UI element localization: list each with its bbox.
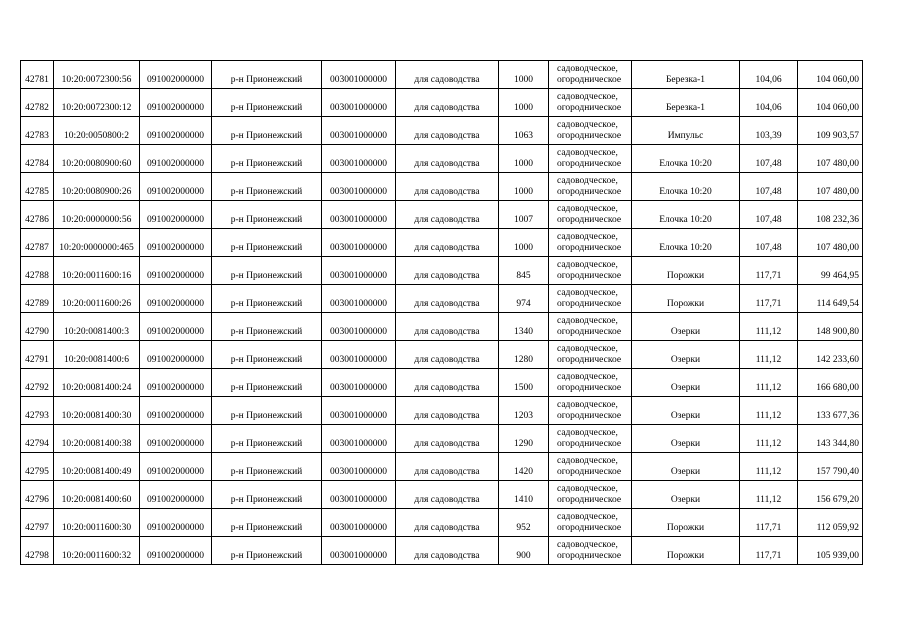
purpose-cell [549,313,632,341]
area-cell: 1500 [499,369,549,397]
cadastral-value-cell: 107 480,00 [798,145,863,173]
specific-value-cell: 111,12 [740,481,798,509]
cadastral-number-cell: 10:20:0081400:60 [54,481,140,509]
specific-value-cell: 104,06 [740,61,798,89]
purpose-line-2: огородническое [557,242,622,253]
purpose-line-1: садоводческое, [557,455,618,466]
table-row [21,285,863,313]
table-row [21,61,863,89]
purpose-cell [549,89,632,117]
settlement-name-cell: Озерки [632,341,740,369]
okato-code-cell: 091002000000 [140,257,212,285]
okato-code-cell: 091002000000 [140,89,212,117]
specific-value-cell: 111,12 [740,425,798,453]
specific-value-cell: 111,12 [740,397,798,425]
specific-value-cell: 111,12 [740,313,798,341]
cadastral-number-cell: 10:20:0080900:26 [54,173,140,201]
specific-value-cell: 111,12 [740,369,798,397]
table-row [21,173,863,201]
specific-value-cell: 107,48 [740,229,798,257]
purpose-line-1: садоводческое, [557,91,618,102]
cadastral-value-cell: 108 232,36 [798,201,863,229]
land-code-cell: 003001000000 [322,173,396,201]
land-code-cell: 003001000000 [322,61,396,89]
permitted-use-cell: для садоводства [396,341,499,369]
purpose-line-1: садоводческое, [557,483,618,494]
district-cell: р-н Прионежский [212,173,322,201]
area-cell: 1063 [499,117,549,145]
okato-code-cell: 091002000000 [140,61,212,89]
permitted-use-cell: для садоводства [396,285,499,313]
purpose-line-2: огородническое [557,550,622,561]
area-cell: 1007 [499,201,549,229]
permitted-use-cell: для садоводства [396,173,499,201]
settlement-name-cell: Елочка 10:20 [632,201,740,229]
land-code-cell: 003001000000 [322,89,396,117]
purpose-line-2: огородническое [557,354,622,365]
land-code-cell: 003001000000 [322,481,396,509]
land-code-cell: 003001000000 [322,285,396,313]
settlement-name-cell: Порожки [632,537,740,565]
cadastral-value-cell: 112 059,92 [798,509,863,537]
permitted-use-cell: для садоводства [396,425,499,453]
purpose-cell [549,453,632,481]
specific-value-cell: 117,71 [740,285,798,313]
district-cell: р-н Прионежский [212,61,322,89]
land-code-cell: 003001000000 [322,313,396,341]
table-row [21,369,863,397]
purpose-cell [549,397,632,425]
table-row [21,481,863,509]
purpose-line-2: огородническое [557,130,622,141]
permitted-use-cell: для садоводства [396,509,499,537]
purpose-cell [549,285,632,313]
area-cell: 1000 [499,89,549,117]
okato-code-cell: 091002000000 [140,537,212,565]
cadastral-number-cell: 10:20:0080900:60 [54,145,140,173]
table-row [21,397,863,425]
purpose-line-2: огородническое [557,214,622,225]
okato-code-cell: 091002000000 [140,481,212,509]
purpose-line-1: садоводческое, [557,287,618,298]
district-cell: р-н Прионежский [212,89,322,117]
purpose-line-2: огородническое [557,466,622,477]
permitted-use-cell: для садоводства [396,481,499,509]
purpose-line-1: садоводческое, [557,427,618,438]
specific-value-cell: 117,71 [740,509,798,537]
purpose-line-2: огородническое [557,410,622,421]
settlement-name-cell: Озерки [632,453,740,481]
purpose-line-1: садоводческое, [557,259,618,270]
land-code-cell: 003001000000 [322,341,396,369]
okato-code-cell: 091002000000 [140,285,212,313]
settlement-name-cell: Березка-1 [632,89,740,117]
settlement-name-cell: Озерки [632,425,740,453]
table-row [21,145,863,173]
district-cell: р-н Прионежский [212,285,322,313]
purpose-line-2: огородническое [557,158,622,169]
cadastral-number-cell: 10:20:0011600:32 [54,537,140,565]
cadastral-value-cell: 109 903,57 [798,117,863,145]
purpose-line-1: садоводческое, [557,175,618,186]
cadastral-number-cell: 10:20:0081400:3 [54,313,140,341]
purpose-cell [549,369,632,397]
row-number-cell: 42788 [21,257,54,285]
purpose-cell [549,173,632,201]
purpose-cell [549,537,632,565]
area-cell: 1203 [499,397,549,425]
cadastral-number-cell: 10:20:0081400:30 [54,397,140,425]
area-cell: 974 [499,285,549,313]
area-cell: 845 [499,257,549,285]
row-number-cell: 42792 [21,369,54,397]
area-cell: 1000 [499,229,549,257]
land-code-cell: 003001000000 [322,397,396,425]
cadastral-value-cell: 107 480,00 [798,173,863,201]
table-row [21,257,863,285]
cadastral-value-cell: 143 344,80 [798,425,863,453]
area-cell: 1000 [499,145,549,173]
cadastral-value-cell: 99 464,95 [798,257,863,285]
permitted-use-cell: для садоводства [396,145,499,173]
settlement-name-cell: Импульс [632,117,740,145]
cadastral-value-cell: 114 649,54 [798,285,863,313]
cadastral-value-cell: 133 677,36 [798,397,863,425]
permitted-use-cell: для садоводства [396,61,499,89]
land-plots-table [20,60,863,565]
cadastral-number-cell: 10:20:0050800:2 [54,117,140,145]
purpose-line-1: садоводческое, [557,63,618,74]
purpose-cell [549,257,632,285]
cadastral-value-cell: 157 790,40 [798,453,863,481]
row-number-cell: 42781 [21,61,54,89]
cadastral-number-cell: 10:20:0011600:16 [54,257,140,285]
district-cell: р-н Прионежский [212,117,322,145]
permitted-use-cell: для садоводства [396,257,499,285]
table-row [21,425,863,453]
okato-code-cell: 091002000000 [140,229,212,257]
cadastral-number-cell: 10:20:0081400:6 [54,341,140,369]
row-number-cell: 42794 [21,425,54,453]
land-code-cell: 003001000000 [322,369,396,397]
cadastral-value-cell: 104 060,00 [798,89,863,117]
purpose-line-1: садоводческое, [557,399,618,410]
cadastral-number-cell: 10:20:0081400:38 [54,425,140,453]
land-code-cell: 003001000000 [322,453,396,481]
permitted-use-cell: для садоводства [396,453,499,481]
cadastral-value-cell: 142 233,60 [798,341,863,369]
settlement-name-cell: Елочка 10:20 [632,229,740,257]
row-number-cell: 42798 [21,537,54,565]
settlement-name-cell: Березка-1 [632,61,740,89]
okato-code-cell: 091002000000 [140,509,212,537]
purpose-line-1: садоводческое, [557,203,618,214]
purpose-cell [549,201,632,229]
row-number-cell: 42796 [21,481,54,509]
area-cell: 952 [499,509,549,537]
settlement-name-cell: Елочка 10:20 [632,145,740,173]
district-cell: р-н Прионежский [212,145,322,173]
purpose-line-2: огородническое [557,186,622,197]
row-number-cell: 42793 [21,397,54,425]
row-number-cell: 42787 [21,229,54,257]
district-cell: р-н Прионежский [212,537,322,565]
okato-code-cell: 091002000000 [140,201,212,229]
purpose-line-2: огородническое [557,382,622,393]
district-cell: р-н Прионежский [212,425,322,453]
cadastral-number-cell: 10:20:0000000:465 [54,229,140,257]
land-code-cell: 003001000000 [322,117,396,145]
okato-code-cell: 091002000000 [140,397,212,425]
table-row [21,229,863,257]
purpose-line-1: садоводческое, [557,231,618,242]
purpose-line-2: огородническое [557,326,622,337]
permitted-use-cell: для садоводства [396,369,499,397]
cadastral-value-cell: 104 060,00 [798,61,863,89]
district-cell: р-н Прионежский [212,481,322,509]
table-row [21,341,863,369]
purpose-cell [549,341,632,369]
permitted-use-cell: для садоводства [396,201,499,229]
table-row [21,313,863,341]
purpose-line-2: огородническое [557,74,622,85]
district-cell: р-н Прионежский [212,397,322,425]
okato-code-cell: 091002000000 [140,425,212,453]
district-cell: р-н Прионежский [212,313,322,341]
purpose-line-2: огородническое [557,270,622,281]
table-row [21,117,863,145]
cadastral-value-cell: 148 900,80 [798,313,863,341]
specific-value-cell: 103,39 [740,117,798,145]
permitted-use-cell: для садоводства [396,397,499,425]
purpose-cell [549,61,632,89]
settlement-name-cell: Порожки [632,257,740,285]
land-code-cell: 003001000000 [322,509,396,537]
settlement-name-cell: Порожки [632,285,740,313]
okato-code-cell: 091002000000 [140,341,212,369]
purpose-line-2: огородническое [557,102,622,113]
cadastral-value-cell: 166 680,00 [798,369,863,397]
area-cell: 1340 [499,313,549,341]
district-cell: р-н Прионежский [212,257,322,285]
area-cell: 1280 [499,341,549,369]
cadastral-number-cell: 10:20:0072300:56 [54,61,140,89]
row-number-cell: 42786 [21,201,54,229]
district-cell: р-н Прионежский [212,201,322,229]
specific-value-cell: 117,71 [740,537,798,565]
specific-value-cell: 107,48 [740,201,798,229]
land-code-cell: 003001000000 [322,145,396,173]
purpose-cell [549,229,632,257]
permitted-use-cell: для садоводства [396,537,499,565]
cadastral-value-cell: 105 939,00 [798,537,863,565]
row-number-cell: 42789 [21,285,54,313]
district-cell: р-н Прионежский [212,453,322,481]
permitted-use-cell: для садоводства [396,229,499,257]
specific-value-cell: 111,12 [740,341,798,369]
area-cell: 900 [499,537,549,565]
area-cell: 1290 [499,425,549,453]
district-cell: р-н Прионежский [212,509,322,537]
purpose-cell [549,117,632,145]
settlement-name-cell: Озерки [632,481,740,509]
land-code-cell: 003001000000 [322,537,396,565]
land-code-cell: 003001000000 [322,229,396,257]
settlement-name-cell: Озерки [632,369,740,397]
area-cell: 1000 [499,173,549,201]
permitted-use-cell: для садоводства [396,89,499,117]
purpose-line-1: садоводческое, [557,315,618,326]
settlement-name-cell: Порожки [632,509,740,537]
specific-value-cell: 107,48 [740,173,798,201]
row-number-cell: 42783 [21,117,54,145]
row-number-cell: 42785 [21,173,54,201]
table-row [21,537,863,565]
row-number-cell: 42795 [21,453,54,481]
area-cell: 1000 [499,61,549,89]
okato-code-cell: 091002000000 [140,313,212,341]
area-cell: 1410 [499,481,549,509]
purpose-line-1: садоводческое, [557,343,618,354]
purpose-line-1: садоводческое, [557,147,618,158]
purpose-line-1: садоводческое, [557,511,618,522]
cadastral-value-cell: 156 679,20 [798,481,863,509]
okato-code-cell: 091002000000 [140,145,212,173]
settlement-name-cell: Елочка 10:20 [632,173,740,201]
row-number-cell: 42790 [21,313,54,341]
table-row [21,509,863,537]
purpose-line-2: огородническое [557,438,622,449]
purpose-line-1: садоводческое, [557,539,618,550]
purpose-cell [549,145,632,173]
specific-value-cell: 104,06 [740,89,798,117]
land-code-cell: 003001000000 [322,425,396,453]
purpose-cell [549,425,632,453]
settlement-name-cell: Озерки [632,397,740,425]
cadastral-number-cell: 10:20:0011600:30 [54,509,140,537]
purpose-line-2: огородническое [557,298,622,309]
permitted-use-cell: для садоводства [396,117,499,145]
specific-value-cell: 107,48 [740,145,798,173]
row-number-cell: 42791 [21,341,54,369]
purpose-line-2: огородническое [557,494,622,505]
purpose-line-1: садоводческое, [557,119,618,130]
specific-value-cell: 117,71 [740,257,798,285]
row-number-cell: 42797 [21,509,54,537]
table-body [21,61,863,565]
purpose-cell [549,509,632,537]
purpose-cell [549,481,632,509]
specific-value-cell: 111,12 [740,453,798,481]
okato-code-cell: 091002000000 [140,453,212,481]
cadastral-number-cell: 10:20:0081400:49 [54,453,140,481]
row-number-cell: 42782 [21,89,54,117]
purpose-line-1: садоводческое, [557,371,618,382]
row-number-cell: 42784 [21,145,54,173]
table-row [21,201,863,229]
okato-code-cell: 091002000000 [140,369,212,397]
permitted-use-cell: для садоводства [396,313,499,341]
purpose-line-2: огородническое [557,522,622,533]
district-cell: р-н Прионежский [212,341,322,369]
land-code-cell: 003001000000 [322,257,396,285]
table-row [21,89,863,117]
cadastral-number-cell: 10:20:0072300:12 [54,89,140,117]
okato-code-cell: 091002000000 [140,173,212,201]
district-cell: р-н Прионежский [212,229,322,257]
district-cell: р-н Прионежский [212,369,322,397]
okato-code-cell: 091002000000 [140,117,212,145]
cadastral-value-cell: 107 480,00 [798,229,863,257]
cadastral-number-cell: 10:20:0011600:26 [54,285,140,313]
cadastral-number-cell: 10:20:0000000:56 [54,201,140,229]
land-code-cell: 003001000000 [322,201,396,229]
table-row [21,453,863,481]
settlement-name-cell: Озерки [632,313,740,341]
cadastral-number-cell: 10:20:0081400:24 [54,369,140,397]
area-cell: 1420 [499,453,549,481]
